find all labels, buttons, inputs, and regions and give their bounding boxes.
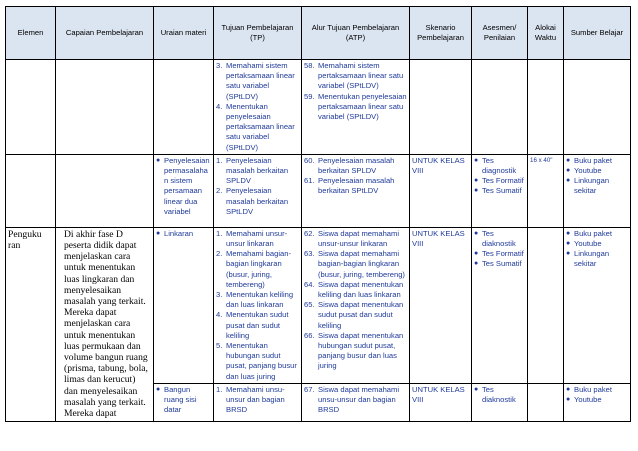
- cell-elemen: [6, 60, 56, 155]
- list-item: [566, 239, 628, 249]
- cell-waktu: [528, 383, 564, 421]
- asesmen-list: [474, 385, 525, 405]
- item-number: 4.: [216, 101, 223, 111]
- bullet-icon: ●: [156, 385, 161, 393]
- cell-capaian: [56, 154, 154, 227]
- cell-uraian: [154, 154, 214, 227]
- item-text: Tes Sumatif: [482, 259, 522, 269]
- list-item: [566, 156, 628, 166]
- list-item: [304, 156, 407, 176]
- list-item: [474, 176, 525, 186]
- atp-list: [304, 385, 407, 416]
- list-item: [474, 259, 525, 269]
- item-text: Tes Formatif: [482, 249, 524, 259]
- item-number: 4.: [216, 310, 223, 320]
- list-item: [216, 156, 299, 187]
- list-item: [216, 249, 299, 290]
- item-text: Siswa dapat menentukan hubungan sudut pusat, panjang busur dan luas juring: [318, 330, 404, 371]
- uraian-list: [156, 156, 211, 217]
- header-skenario: Skenario Pembelajaran: [410, 7, 472, 60]
- item-number: 63.: [304, 249, 315, 259]
- header-atp: Alur Tujuan Pembelajaran (ATP): [302, 7, 410, 60]
- cell-skenario: UNTUK KELAS VIII: [410, 383, 472, 421]
- cell-capaian: Di akhir fase D peserta didik dapat menjelaskan cara untuk menentukan luas lingkaran dan menyelesaikan masalah yang terkait. Mereka dapat menjelaskan cara untuk menentukan luas permukaan dan volume bangun ruang (prisma, tabung, bola, limas dan kerucut) dan menyelesaikan masalah yang terkait. Mereka dapat: [56, 227, 154, 421]
- cell-sumber: [564, 154, 631, 227]
- atp-list: [304, 61, 407, 122]
- item-text: Memahami unsur-unsur linkaran: [226, 228, 288, 249]
- list-item: [156, 385, 211, 416]
- list-item: [474, 385, 525, 405]
- list-item: [566, 249, 628, 269]
- item-text: Penyelesaian permasalaha n sistem persamaan linear dua variabel: [164, 155, 210, 216]
- item-text: Tes Sumatif: [482, 186, 522, 196]
- cell-elemen: Penguku ran: [6, 227, 56, 421]
- item-text: Linkungan sekitar: [574, 176, 610, 196]
- list-item: [304, 280, 407, 300]
- item-text: Tes diaknostik: [482, 384, 516, 405]
- sumber-list: [566, 385, 628, 405]
- cell-sumber: [564, 60, 631, 155]
- item-text: Penyelesaian masalah berkaitan SPLDV: [318, 155, 395, 176]
- bullet-icon: ●: [474, 229, 479, 237]
- bullet-icon: ●: [156, 229, 161, 237]
- cell-atp: [302, 154, 410, 227]
- item-text: Menentukan hubungan sudut pusat, panjang busur dan luas juring: [226, 341, 297, 381]
- list-item: [216, 229, 299, 249]
- bullet-icon: ●: [474, 187, 479, 195]
- item-text: Tes diagnostik: [482, 155, 517, 176]
- item-text: Menentukan sudut pusat dan sudut keliling: [226, 310, 289, 340]
- list-item: [304, 249, 407, 280]
- item-text: Memahami unsu-unsur dan bagian BRSD: [226, 384, 285, 415]
- tp-list: [216, 156, 299, 217]
- item-text: Tes diaknostik: [482, 228, 516, 249]
- bullet-icon: ●: [474, 156, 479, 164]
- cell-sumber: [564, 383, 631, 421]
- header-uraian: Uraian materi: [154, 7, 214, 60]
- list-item: [216, 310, 299, 341]
- list-item: [566, 229, 628, 239]
- list-item: [216, 102, 299, 153]
- item-text: Siswa dapat memahami unsur-unsur linkaran: [318, 228, 400, 249]
- item-text: Memahami sistem pertaksamaan linear satu variabel (SPtLDV): [318, 61, 404, 91]
- item-number: 64.: [304, 279, 315, 289]
- list-item: [304, 176, 407, 196]
- cell-uraian: [154, 383, 214, 421]
- bullet-icon: ●: [566, 385, 571, 393]
- header-capaian: Capaian Pembelajaran: [56, 7, 154, 60]
- item-text: Linkaran: [164, 228, 194, 238]
- item-text: Siswa dapat menentukan sudut pusat dan sudut keliling: [318, 300, 404, 330]
- cell-capaian: [56, 60, 154, 155]
- asesmen-list: [474, 229, 525, 270]
- list-item: [304, 300, 407, 331]
- cell-atp: [302, 227, 410, 383]
- item-text: Buku paket: [574, 384, 612, 394]
- asesmen-list: [474, 156, 525, 197]
- cell-tp: [214, 227, 302, 383]
- item-number: 2.: [216, 186, 223, 196]
- bullet-icon: ●: [474, 385, 479, 393]
- item-number: 59.: [304, 91, 315, 101]
- item-text: Menentukan penyelesaian pertaksamaan linear satu variabel (SPtLDV): [318, 91, 407, 122]
- table-row: [6, 227, 631, 383]
- cell-waktu: 16 x 40": [528, 154, 564, 227]
- uraian-list: [156, 229, 211, 239]
- list-item: [216, 341, 299, 382]
- list-item: [156, 229, 211, 239]
- item-number: 1.: [216, 155, 223, 165]
- item-number: 3.: [216, 290, 223, 300]
- cell-asesmen: [472, 154, 528, 227]
- item-number: 61.: [304, 176, 315, 186]
- item-text: Siswa dapat memahami bagian-bagian lingkaran (busur, juring, tembereng): [318, 249, 405, 279]
- item-number: 1.: [216, 384, 223, 394]
- item-text: Memahami sistem pertaksamaan linear satu variabel (SPtLDV): [226, 61, 295, 101]
- atp-list: [304, 156, 407, 197]
- item-text: Tes Formatif: [482, 176, 524, 186]
- table-row: [6, 154, 631, 227]
- cell-tp: [214, 383, 302, 421]
- list-item: [156, 156, 211, 217]
- item-text: Youtube: [574, 166, 602, 176]
- bullet-icon: ●: [566, 156, 571, 164]
- sumber-list: [566, 156, 628, 197]
- header-row: [6, 7, 631, 60]
- list-item: [216, 385, 299, 416]
- header-asesmen: Asesmen/ Penilaian: [472, 7, 528, 60]
- item-number: 60.: [304, 155, 315, 165]
- list-item: [216, 290, 299, 310]
- bullet-icon: ●: [474, 250, 479, 258]
- cell-atp: [302, 60, 410, 155]
- list-item: [474, 156, 525, 176]
- bullet-icon: ●: [566, 250, 571, 258]
- item-text: Memahami bagian-bagian lingkaran (busur, juring, tembereng): [226, 249, 291, 289]
- cell-skenario: [410, 60, 472, 155]
- item-text: Youtube: [574, 395, 602, 405]
- cell-skenario: UNTUK KELAS VIII: [410, 227, 472, 383]
- bullet-icon: ●: [566, 167, 571, 175]
- table-row: [6, 60, 631, 155]
- cell-waktu: [528, 227, 564, 383]
- item-number: 58.: [304, 61, 315, 70]
- list-item: [304, 385, 407, 416]
- item-text: Penyelesaian masalah berkaitan SPtLDV: [226, 186, 289, 216]
- list-item: [304, 229, 407, 249]
- list-item: [304, 92, 407, 123]
- item-number: 66.: [304, 330, 315, 340]
- cell-sumber: [564, 227, 631, 383]
- item-number: 5.: [216, 341, 223, 351]
- item-text: Youtube: [574, 239, 602, 249]
- list-item: [566, 176, 628, 196]
- header-tp: Tujuan Pembelajaran (TP): [214, 7, 302, 60]
- bullet-icon: ●: [566, 229, 571, 237]
- cell-uraian: [154, 60, 214, 155]
- item-text: Bangun ruang sisi datar: [164, 384, 197, 415]
- cell-skenario: UNTUK KELAS VIII: [410, 154, 472, 227]
- item-number: 67.: [304, 384, 315, 394]
- cell-asesmen: [472, 383, 528, 421]
- item-text: Siswa dapat menentukan keliling dan luas linkaran: [318, 279, 404, 300]
- item-text: Penyelesaian masalah berkaitan SPLDV: [226, 155, 289, 186]
- list-item: [474, 229, 525, 249]
- cell-uraian: [154, 227, 214, 383]
- cell-elemen: [6, 154, 56, 227]
- list-item: [216, 61, 299, 102]
- tp-list: [216, 229, 299, 382]
- bullet-icon: ●: [566, 396, 571, 404]
- bullet-icon: ●: [156, 156, 161, 164]
- cell-asesmen: [472, 60, 528, 155]
- item-text: Menentukan penyelesaian pertaksamaan linear satu variabel (SPtLDV): [226, 101, 295, 152]
- list-item: [304, 331, 407, 372]
- header-waktu: Alokai Waktu: [528, 7, 564, 60]
- item-text: Siswa dapat memahami unsu-unsur dan bagian BRSD: [318, 384, 400, 415]
- tp-list: [216, 385, 299, 416]
- bullet-icon: ●: [474, 260, 479, 268]
- list-item: [566, 395, 628, 405]
- atp-list: [304, 229, 407, 372]
- item-text: Buku paket: [574, 228, 612, 238]
- header-elemen: Elemen: [6, 7, 56, 60]
- list-item: [474, 186, 525, 196]
- sumber-list: [566, 229, 628, 270]
- bullet-icon: ●: [566, 177, 571, 185]
- bullet-icon: ●: [566, 240, 571, 248]
- cell-tp: [214, 60, 302, 155]
- list-item: [566, 166, 628, 176]
- item-text: Penyelesaian masalah berkaitan SPtLDV: [318, 176, 395, 196]
- header-sumber: Sumber Belajar: [564, 7, 631, 60]
- item-text: Linkungan sekitar: [574, 249, 610, 269]
- cell-tp: [214, 154, 302, 227]
- item-number: 65.: [304, 300, 315, 310]
- list-item: [216, 186, 299, 217]
- item-number: 3.: [216, 61, 223, 70]
- list-item: [566, 385, 628, 395]
- cell-atp: [302, 383, 410, 421]
- item-number: 1.: [216, 228, 223, 238]
- list-item: [474, 249, 525, 259]
- uraian-list: [156, 385, 211, 416]
- cell-asesmen: [472, 227, 528, 383]
- item-text: Menentukan keliling dan luas linkaran: [226, 290, 294, 310]
- curriculum-table: [5, 6, 631, 422]
- item-text: Buku paket: [574, 155, 612, 165]
- cell-waktu: [528, 60, 564, 155]
- list-item: [304, 61, 407, 92]
- item-number: 2.: [216, 249, 223, 259]
- bullet-icon: ●: [474, 177, 479, 185]
- item-number: 62.: [304, 228, 315, 238]
- tp-list: [216, 61, 299, 153]
